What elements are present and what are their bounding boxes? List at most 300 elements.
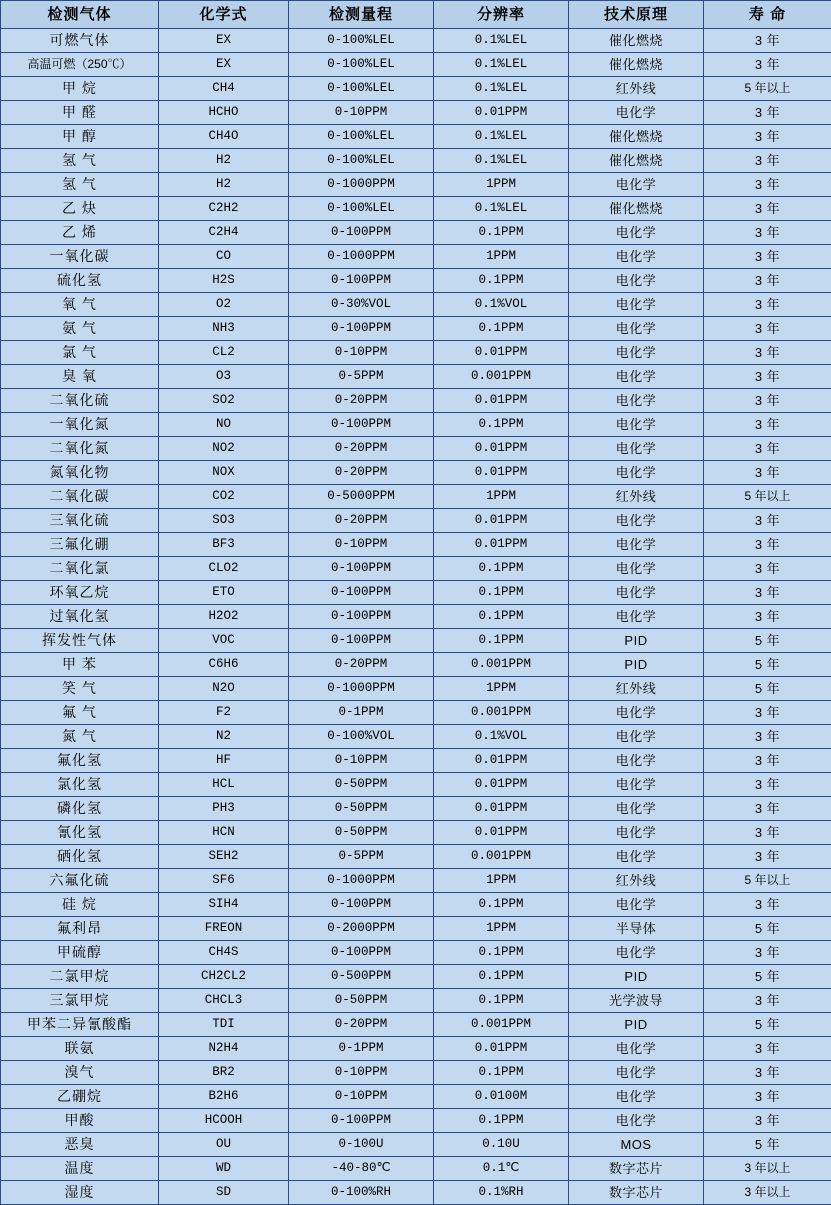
cell-gas: 甲 醛 — [1, 101, 159, 125]
cell-gas: 联氨 — [1, 1037, 159, 1061]
cell-resolution: 0.001PPM — [434, 845, 569, 869]
table-row — [1, 461, 831, 485]
cell-range: 0-100PPM — [289, 1109, 434, 1133]
table-row — [1, 557, 831, 581]
cell-principle: 电化学 — [569, 533, 704, 557]
cell-range: 0-100PPM — [289, 893, 434, 917]
cell-lifetime: 3 年 — [704, 557, 831, 581]
cell-range: 0-100PPM — [289, 629, 434, 653]
cell-principle: 电化学 — [569, 365, 704, 389]
cell-gas: 氨 气 — [1, 317, 159, 341]
cell-principle: 电化学 — [569, 581, 704, 605]
cell-gas: 氯化氢 — [1, 773, 159, 797]
cell-resolution: 0.1PPM — [434, 557, 569, 581]
cell-lifetime: 3 年 — [704, 845, 831, 869]
cell-lifetime: 5 年 — [704, 653, 831, 677]
cell-principle: 光学波导 — [569, 989, 704, 1013]
cell-formula: H2 — [159, 173, 289, 197]
cell-formula: SO2 — [159, 389, 289, 413]
cell-range: 0-100%LEL — [289, 197, 434, 221]
cell-principle: 电化学 — [569, 749, 704, 773]
cell-principle: 催化燃烧 — [569, 149, 704, 173]
cell-lifetime: 3 年以上 — [704, 1181, 831, 1205]
column-header-lifetime: 寿 命 — [704, 1, 831, 29]
cell-formula: NO — [159, 413, 289, 437]
cell-range: 0-1PPM — [289, 1037, 434, 1061]
cell-resolution: 0.1PPM — [434, 317, 569, 341]
cell-range: 0-10PPM — [289, 533, 434, 557]
cell-formula: CH2CL2 — [159, 965, 289, 989]
cell-gas: 乙硼烷 — [1, 1085, 159, 1109]
table-row — [1, 341, 831, 365]
cell-gas: 二氧化碳 — [1, 485, 159, 509]
cell-range: 0-20PPM — [289, 461, 434, 485]
cell-range: 0-500PPM — [289, 965, 434, 989]
cell-gas: 氧 气 — [1, 293, 159, 317]
cell-principle: PID — [569, 1013, 704, 1037]
cell-formula: HF — [159, 749, 289, 773]
cell-lifetime: 5 年 — [704, 1013, 831, 1037]
cell-principle: 电化学 — [569, 605, 704, 629]
cell-resolution: 1PPM — [434, 917, 569, 941]
cell-lifetime: 5 年 — [704, 965, 831, 989]
cell-resolution: 0.1PPM — [434, 581, 569, 605]
table-row — [1, 845, 831, 869]
cell-principle: 红外线 — [569, 677, 704, 701]
cell-principle: 电化学 — [569, 557, 704, 581]
cell-resolution: 0.1PPM — [434, 893, 569, 917]
cell-range: 0-2000PPM — [289, 917, 434, 941]
cell-formula: OU — [159, 1133, 289, 1157]
cell-resolution: 0.1%LEL — [434, 29, 569, 53]
cell-range: 0-1000PPM — [289, 173, 434, 197]
cell-formula: EX — [159, 29, 289, 53]
cell-principle: 电化学 — [569, 461, 704, 485]
cell-principle: 电化学 — [569, 1109, 704, 1133]
cell-gas: 笑 气 — [1, 677, 159, 701]
cell-lifetime: 3 年 — [704, 389, 831, 413]
cell-lifetime: 3 年 — [704, 941, 831, 965]
cell-gas: 二氧化氯 — [1, 557, 159, 581]
cell-resolution: 1PPM — [434, 245, 569, 269]
table-row — [1, 77, 831, 101]
cell-lifetime: 3 年 — [704, 437, 831, 461]
cell-resolution: 0.1PPM — [434, 221, 569, 245]
cell-formula: N2 — [159, 725, 289, 749]
cell-principle: 电化学 — [569, 797, 704, 821]
cell-range: 0-100%LEL — [289, 77, 434, 101]
cell-lifetime: 3 年 — [704, 821, 831, 845]
table-row — [1, 533, 831, 557]
table-row — [1, 629, 831, 653]
cell-principle: 数字芯片 — [569, 1157, 704, 1181]
cell-formula: SF6 — [159, 869, 289, 893]
cell-range: 0-10PPM — [289, 341, 434, 365]
cell-gas: 一氧化碳 — [1, 245, 159, 269]
cell-principle: 电化学 — [569, 317, 704, 341]
cell-range: 0-5PPM — [289, 845, 434, 869]
cell-principle: 红外线 — [569, 77, 704, 101]
cell-principle: 催化燃烧 — [569, 53, 704, 77]
cell-formula: SIH4 — [159, 893, 289, 917]
cell-formula: SO3 — [159, 509, 289, 533]
cell-range: 0-100PPM — [289, 557, 434, 581]
cell-resolution: 1PPM — [434, 677, 569, 701]
cell-formula: C2H2 — [159, 197, 289, 221]
cell-range: 0-50PPM — [289, 797, 434, 821]
column-header-range: 检测量程 — [289, 1, 434, 29]
cell-range: 0-100PPM — [289, 581, 434, 605]
cell-gas: 三氟化硼 — [1, 533, 159, 557]
cell-gas: 可燃气体 — [1, 29, 159, 53]
table-row — [1, 293, 831, 317]
cell-formula: HCL — [159, 773, 289, 797]
cell-formula: N2H4 — [159, 1037, 289, 1061]
cell-formula: O2 — [159, 293, 289, 317]
table-row — [1, 917, 831, 941]
cell-formula: CLO2 — [159, 557, 289, 581]
cell-lifetime: 3 年 — [704, 1085, 831, 1109]
cell-lifetime: 3 年 — [704, 581, 831, 605]
cell-lifetime: 3 年以上 — [704, 1157, 831, 1181]
cell-resolution: 0.01PPM — [434, 509, 569, 533]
cell-gas: 温度 — [1, 1157, 159, 1181]
cell-range: 0-100PPM — [289, 941, 434, 965]
cell-lifetime: 3 年 — [704, 893, 831, 917]
cell-formula: HCN — [159, 821, 289, 845]
cell-principle: 红外线 — [569, 869, 704, 893]
cell-principle: 数字芯片 — [569, 1181, 704, 1205]
cell-gas: 六氟化硫 — [1, 869, 159, 893]
cell-gas: 甲 醇 — [1, 125, 159, 149]
cell-range: 0-100%VOL — [289, 725, 434, 749]
cell-gas: 甲 烷 — [1, 77, 159, 101]
cell-lifetime: 3 年 — [704, 461, 831, 485]
cell-resolution: 0.01PPM — [434, 1037, 569, 1061]
table-row — [1, 1181, 831, 1205]
cell-gas: 二氯甲烷 — [1, 965, 159, 989]
cell-principle: PID — [569, 653, 704, 677]
cell-gas: 三氧化硫 — [1, 509, 159, 533]
cell-range: 0-50PPM — [289, 821, 434, 845]
cell-resolution: 0.1PPM — [434, 965, 569, 989]
table-row — [1, 989, 831, 1013]
table-row — [1, 485, 831, 509]
cell-resolution: 0.1PPM — [434, 989, 569, 1013]
cell-lifetime: 3 年 — [704, 341, 831, 365]
cell-formula: H2 — [159, 149, 289, 173]
table-row — [1, 197, 831, 221]
cell-formula: C2H4 — [159, 221, 289, 245]
cell-resolution: 0.01PPM — [434, 533, 569, 557]
cell-gas: 高温可燃（250℃） — [1, 53, 159, 77]
cell-range: 0-100%LEL — [289, 53, 434, 77]
cell-range: 0-5PPM — [289, 365, 434, 389]
cell-lifetime: 5 年以上 — [704, 77, 831, 101]
cell-range: 0-50PPM — [289, 989, 434, 1013]
table-row — [1, 773, 831, 797]
cell-resolution: 0.01PPM — [434, 461, 569, 485]
cell-resolution: 1PPM — [434, 485, 569, 509]
cell-formula: WD — [159, 1157, 289, 1181]
cell-resolution: 0.01PPM — [434, 389, 569, 413]
cell-range: 0-20PPM — [289, 653, 434, 677]
cell-gas: 硫化氢 — [1, 269, 159, 293]
cell-principle: 电化学 — [569, 341, 704, 365]
cell-principle: 催化燃烧 — [569, 29, 704, 53]
cell-principle: 电化学 — [569, 845, 704, 869]
cell-lifetime: 3 年 — [704, 269, 831, 293]
cell-gas: 氢 气 — [1, 149, 159, 173]
cell-principle: 电化学 — [569, 509, 704, 533]
cell-resolution: 1PPM — [434, 173, 569, 197]
table-row — [1, 1013, 831, 1037]
cell-resolution: 0.1PPM — [434, 1061, 569, 1085]
table-row — [1, 389, 831, 413]
cell-formula: EX — [159, 53, 289, 77]
cell-resolution: 0.1%VOL — [434, 725, 569, 749]
table-row — [1, 965, 831, 989]
cell-resolution: 0.01PPM — [434, 797, 569, 821]
cell-gas: 甲酸 — [1, 1109, 159, 1133]
cell-principle: 电化学 — [569, 941, 704, 965]
cell-range: 0-100%LEL — [289, 149, 434, 173]
cell-lifetime: 3 年 — [704, 1109, 831, 1133]
cell-gas: 一氧化氮 — [1, 413, 159, 437]
cell-resolution: 0.1%LEL — [434, 149, 569, 173]
cell-lifetime: 3 年 — [704, 101, 831, 125]
cell-resolution: 0.1PPM — [434, 1109, 569, 1133]
table-row — [1, 725, 831, 749]
cell-resolution: 0.0100M — [434, 1085, 569, 1109]
cell-lifetime: 3 年 — [704, 701, 831, 725]
cell-gas: 氢 气 — [1, 173, 159, 197]
table-row — [1, 821, 831, 845]
table-row — [1, 749, 831, 773]
cell-range: 0-10PPM — [289, 749, 434, 773]
cell-resolution: 0.01PPM — [434, 341, 569, 365]
cell-lifetime: 3 年 — [704, 365, 831, 389]
table-row — [1, 1133, 831, 1157]
table-row — [1, 221, 831, 245]
table-row — [1, 941, 831, 965]
table-row — [1, 605, 831, 629]
cell-principle: 电化学 — [569, 101, 704, 125]
cell-resolution: 0.1%LEL — [434, 53, 569, 77]
cell-lifetime: 3 年 — [704, 221, 831, 245]
cell-principle: 电化学 — [569, 245, 704, 269]
cell-formula: SD — [159, 1181, 289, 1205]
cell-principle: 电化学 — [569, 821, 704, 845]
cell-gas: 三氯甲烷 — [1, 989, 159, 1013]
cell-lifetime: 3 年 — [704, 797, 831, 821]
cell-range: 0-10PPM — [289, 101, 434, 125]
cell-formula: BR2 — [159, 1061, 289, 1085]
table-row — [1, 797, 831, 821]
cell-resolution: 0.001PPM — [434, 1013, 569, 1037]
cell-principle: 红外线 — [569, 485, 704, 509]
table-row — [1, 173, 831, 197]
cell-lifetime: 5 年 — [704, 1133, 831, 1157]
cell-principle: 催化燃烧 — [569, 197, 704, 221]
cell-gas: 磷化氢 — [1, 797, 159, 821]
table-row — [1, 653, 831, 677]
cell-resolution: 0.1PPM — [434, 413, 569, 437]
cell-formula: N2O — [159, 677, 289, 701]
table-row — [1, 245, 831, 269]
cell-lifetime: 5 年 — [704, 677, 831, 701]
cell-principle: 半导体 — [569, 917, 704, 941]
cell-range: 0-1000PPM — [289, 869, 434, 893]
table-row — [1, 317, 831, 341]
cell-resolution: 0.01PPM — [434, 437, 569, 461]
cell-resolution: 0.001PPM — [434, 653, 569, 677]
table-row — [1, 1061, 831, 1085]
cell-formula: H2O2 — [159, 605, 289, 629]
cell-formula: NO2 — [159, 437, 289, 461]
cell-principle: 电化学 — [569, 1085, 704, 1109]
cell-formula: FREON — [159, 917, 289, 941]
table-row — [1, 101, 831, 125]
cell-formula: CH4S — [159, 941, 289, 965]
cell-principle: 电化学 — [569, 221, 704, 245]
table-row — [1, 1085, 831, 1109]
cell-gas: 二氧化氮 — [1, 437, 159, 461]
cell-gas: 湿度 — [1, 1181, 159, 1205]
cell-range: 0-20PPM — [289, 1013, 434, 1037]
table-row — [1, 869, 831, 893]
cell-lifetime: 3 年 — [704, 725, 831, 749]
cell-formula: CO — [159, 245, 289, 269]
cell-gas: 恶臭 — [1, 1133, 159, 1157]
cell-resolution: 0.1PPM — [434, 941, 569, 965]
column-header-formula: 化学式 — [159, 1, 289, 29]
cell-range: 0-1000PPM — [289, 245, 434, 269]
cell-lifetime: 3 年 — [704, 605, 831, 629]
cell-resolution: 0.1%LEL — [434, 197, 569, 221]
cell-formula: NOX — [159, 461, 289, 485]
cell-lifetime: 3 年 — [704, 293, 831, 317]
cell-principle: 电化学 — [569, 701, 704, 725]
cell-formula: O3 — [159, 365, 289, 389]
cell-formula: CL2 — [159, 341, 289, 365]
cell-resolution: 0.1%LEL — [434, 125, 569, 149]
cell-range: -40-80℃ — [289, 1157, 434, 1181]
cell-range: 0-50PPM — [289, 773, 434, 797]
cell-gas: 溴气 — [1, 1061, 159, 1085]
cell-principle: 催化燃烧 — [569, 125, 704, 149]
table-row — [1, 1157, 831, 1181]
cell-range: 0-100PPM — [289, 269, 434, 293]
cell-formula: CO2 — [159, 485, 289, 509]
table-row — [1, 509, 831, 533]
cell-lifetime: 3 年 — [704, 1061, 831, 1085]
cell-range: 0-1PPM — [289, 701, 434, 725]
table-row — [1, 437, 831, 461]
table-row — [1, 53, 831, 77]
cell-formula: ETO — [159, 581, 289, 605]
column-header-principle: 技术原理 — [569, 1, 704, 29]
cell-lifetime: 3 年 — [704, 29, 831, 53]
cell-gas: 氟 气 — [1, 701, 159, 725]
cell-lifetime: 3 年 — [704, 749, 831, 773]
cell-lifetime: 3 年 — [704, 149, 831, 173]
cell-resolution: 0.1℃ — [434, 1157, 569, 1181]
cell-lifetime: 3 年 — [704, 317, 831, 341]
cell-range: 0-5000PPM — [289, 485, 434, 509]
cell-formula: PH3 — [159, 797, 289, 821]
cell-formula: CHCL3 — [159, 989, 289, 1013]
cell-range: 0-100%LEL — [289, 29, 434, 53]
cell-principle: 电化学 — [569, 269, 704, 293]
cell-range: 0-20PPM — [289, 389, 434, 413]
cell-lifetime: 3 年 — [704, 173, 831, 197]
cell-lifetime: 3 年 — [704, 53, 831, 77]
cell-gas: 环氧乙烷 — [1, 581, 159, 605]
cell-gas: 氯 气 — [1, 341, 159, 365]
table-header-row — [1, 1, 831, 29]
cell-principle: 电化学 — [569, 1037, 704, 1061]
cell-gas: 氟利昂 — [1, 917, 159, 941]
cell-principle: 电化学 — [569, 1061, 704, 1085]
cell-lifetime: 3 年 — [704, 413, 831, 437]
cell-lifetime: 3 年 — [704, 989, 831, 1013]
cell-principle: MOS — [569, 1133, 704, 1157]
table-row — [1, 413, 831, 437]
cell-lifetime: 5 年以上 — [704, 485, 831, 509]
cell-principle: 电化学 — [569, 773, 704, 797]
cell-lifetime: 3 年 — [704, 245, 831, 269]
cell-gas: 二氧化硫 — [1, 389, 159, 413]
cell-lifetime: 3 年 — [704, 197, 831, 221]
cell-resolution: 0.01PPM — [434, 101, 569, 125]
cell-range: 0-10PPM — [289, 1085, 434, 1109]
cell-range: 0-100PPM — [289, 317, 434, 341]
cell-principle: 电化学 — [569, 293, 704, 317]
cell-resolution: 0.1%VOL — [434, 293, 569, 317]
cell-formula: HCHO — [159, 101, 289, 125]
cell-resolution: 0.001PPM — [434, 701, 569, 725]
cell-range: 0-30%VOL — [289, 293, 434, 317]
table-row — [1, 29, 831, 53]
cell-principle: 电化学 — [569, 389, 704, 413]
cell-formula: HCOOH — [159, 1109, 289, 1133]
cell-resolution: 1PPM — [434, 869, 569, 893]
cell-gas: 乙 炔 — [1, 197, 159, 221]
table-row — [1, 365, 831, 389]
cell-formula: NH3 — [159, 317, 289, 341]
cell-gas: 氟化氢 — [1, 749, 159, 773]
column-header-resolution: 分辨率 — [434, 1, 569, 29]
cell-resolution: 0.1%LEL — [434, 77, 569, 101]
table-row — [1, 893, 831, 917]
table-row — [1, 1037, 831, 1061]
cell-gas: 氰化氢 — [1, 821, 159, 845]
table-body — [1, 29, 831, 1205]
cell-lifetime: 3 年 — [704, 1037, 831, 1061]
cell-resolution: 0.001PPM — [434, 365, 569, 389]
cell-principle: 电化学 — [569, 413, 704, 437]
cell-range: 0-1000PPM — [289, 677, 434, 701]
cell-gas: 乙 烯 — [1, 221, 159, 245]
table-row — [1, 701, 831, 725]
cell-resolution: 0.1PPM — [434, 629, 569, 653]
cell-range: 0-100U — [289, 1133, 434, 1157]
cell-formula: H2S — [159, 269, 289, 293]
table-row — [1, 125, 831, 149]
cell-principle: 电化学 — [569, 893, 704, 917]
cell-range: 0-100%LEL — [289, 125, 434, 149]
